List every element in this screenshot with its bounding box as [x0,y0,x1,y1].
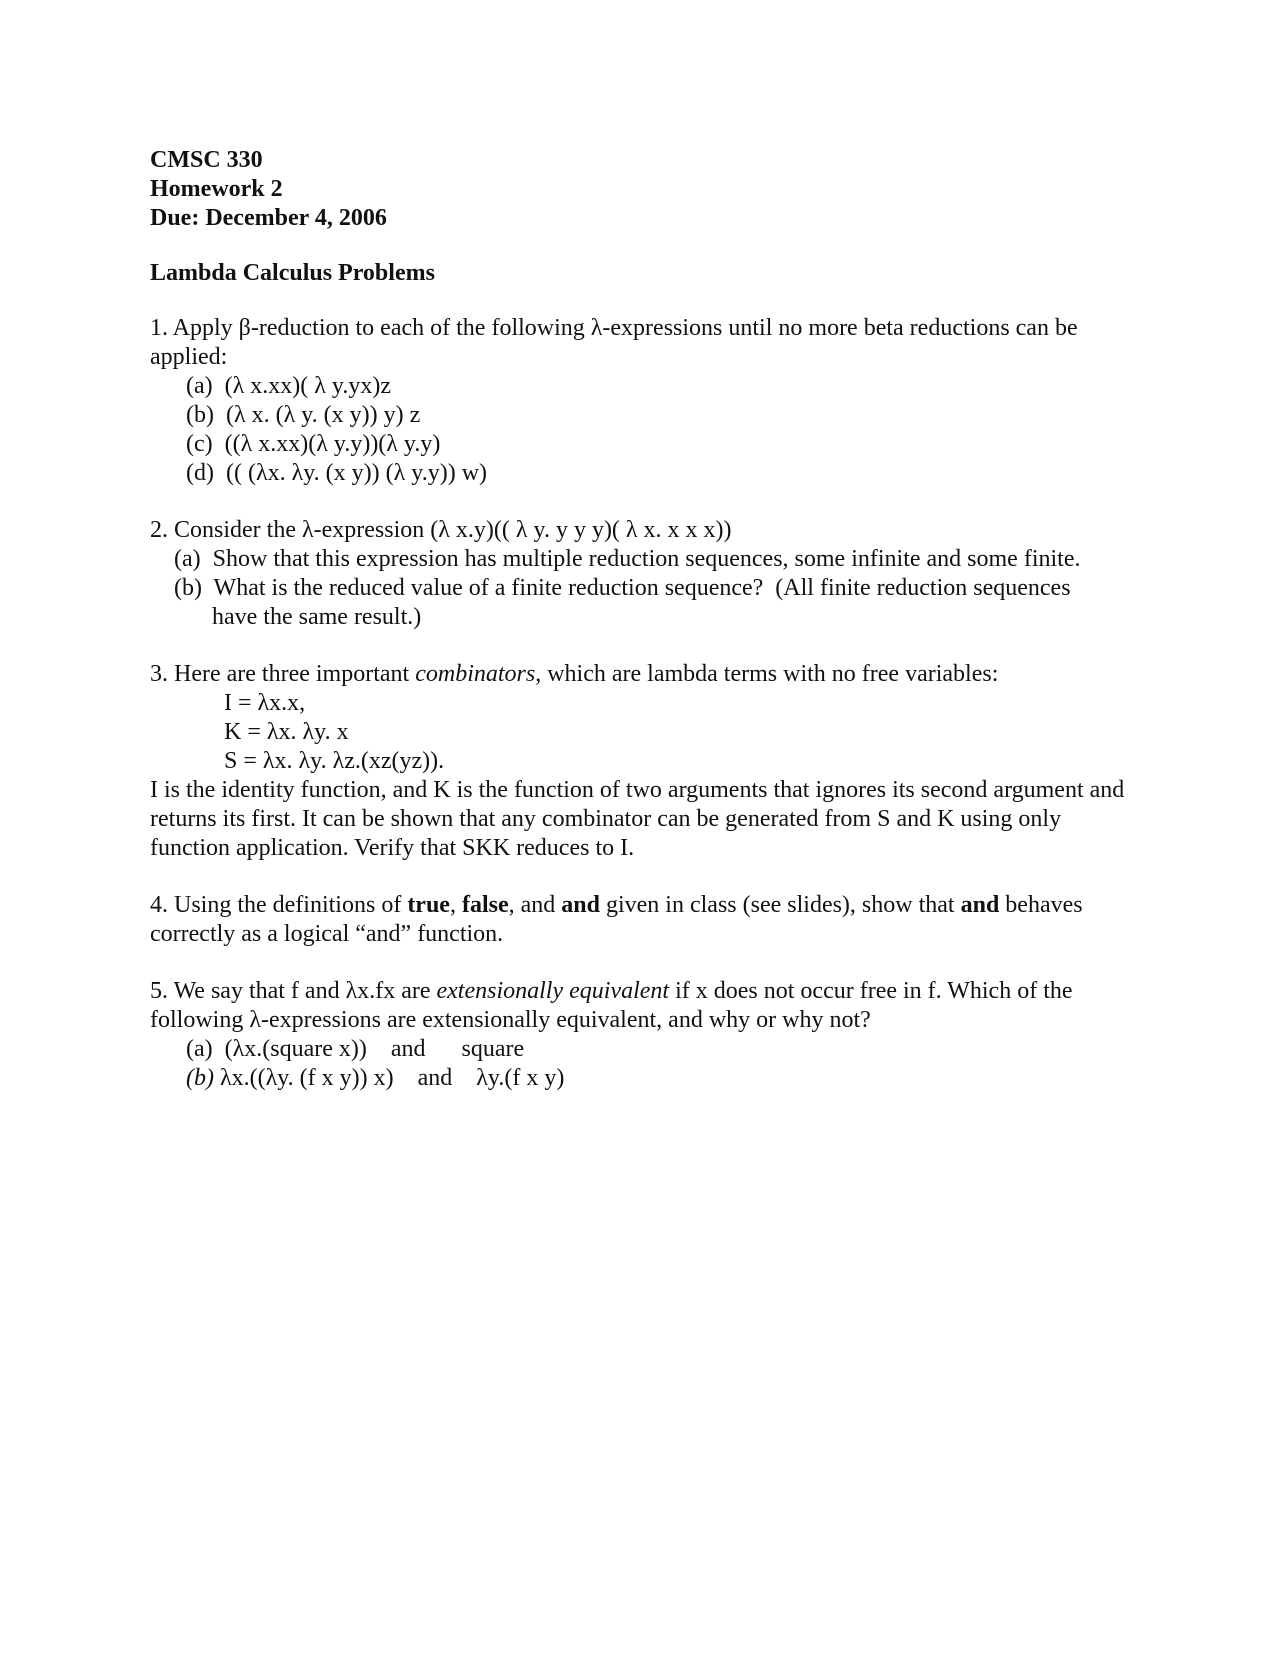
extensionally-equivalent-term: extensionally equivalent [436,978,670,1004]
problem-2-intro: 2. Consider the λ-expression (λ x.y)(( λ y. y y y)( λ x. x x x)) [150,517,732,543]
combinator-s: S = λx. λy. λz.(xz(yz)). [224,748,445,774]
problem-3 [150,660,1140,863]
problem-5-item-a: (a) (λx.(square x)) and square [186,1036,525,1062]
problem-4-text-1: 4. Using the definitions of [150,892,408,918]
problem-2-item-b-continued: have the same result.) [212,604,422,630]
problem-1-intro: 1. Apply β-reduction to each of the following λ-expressions until no more beta reductions can be applied: [150,315,1078,370]
due-date: Due: December 4, 2006 [150,205,387,231]
problem-1-item-c: (c) ((λ x.xx)(λ y.y))(λ y.y) [186,431,441,457]
document-page [150,146,1140,1093]
problem-3-intro-text: 3. Here are three important [150,661,416,687]
problem-4 [150,891,1140,949]
problem-3-intro [150,660,1140,689]
assignment-title: Homework 2 [150,176,283,202]
problem-3-intro-rest: , which are lambda terms with no free variables: [535,661,999,687]
problem-4-text-3: , and [508,892,562,918]
problem-2 [150,516,1140,632]
problem-4-text-2: , [449,892,462,918]
problem-5-intro [150,977,1140,1035]
problem-5-item-b-label: (b) [186,1065,214,1091]
term-and-2: and [960,892,1000,918]
problem-5-text-2: if x does not occur free in f. Which of the following λ-expressions are extensionally equivalent, and why or why not? [150,978,1073,1033]
problem-5-text-1: 5. We say that f and λx.fx are [150,978,437,1004]
term-true: true [407,892,450,918]
problem-1-item-a: (a) (λ x.xx)( λ y.yx)z [186,373,391,399]
problem-2-item-a: (a) Show that this expression has multiple reduction sequences, some infinite and some finite. [174,546,1081,572]
problem-5-item-b [150,1064,1140,1093]
term-false: false [461,892,509,918]
combinator-k: K = λx. λy. x [224,719,349,745]
problem-2-item-b: (b) What is the reduced value of a finite reduction sequence? (All finite reduction sequences [174,575,1071,601]
problem-4-text-4: given in class (see slides), show that [599,892,961,918]
problem-1 [150,314,1140,488]
combinator-i: I = λx.x, [224,690,306,716]
term-and: and [561,892,600,918]
section-title: Lambda Calculus Problems [150,260,435,286]
problem-1-item-b: (b) (λ x. (λ y. (x y)) y) z [186,402,421,428]
combinators-term: combinators [415,661,536,687]
problem-5-item-b-text: λx.((λy. (f x y)) x) and λy.(f x y) [213,1065,565,1091]
problem-5 [150,977,1140,1093]
problem-4-text-5: behaves correctly as a logical “and” function. [150,892,1083,947]
course-code: CMSC 330 [150,147,263,173]
problem-3-body: I is the identity function, and K is the function of two arguments that ignores its second argument and returns its first. It can be shown that any combinator can be generated from S and K using only function application. Verify that SKK reduces to I. [150,777,1125,861]
problem-1-item-d: (d) (( (λx. λy. (x y)) (λ y.y)) w) [186,460,488,486]
